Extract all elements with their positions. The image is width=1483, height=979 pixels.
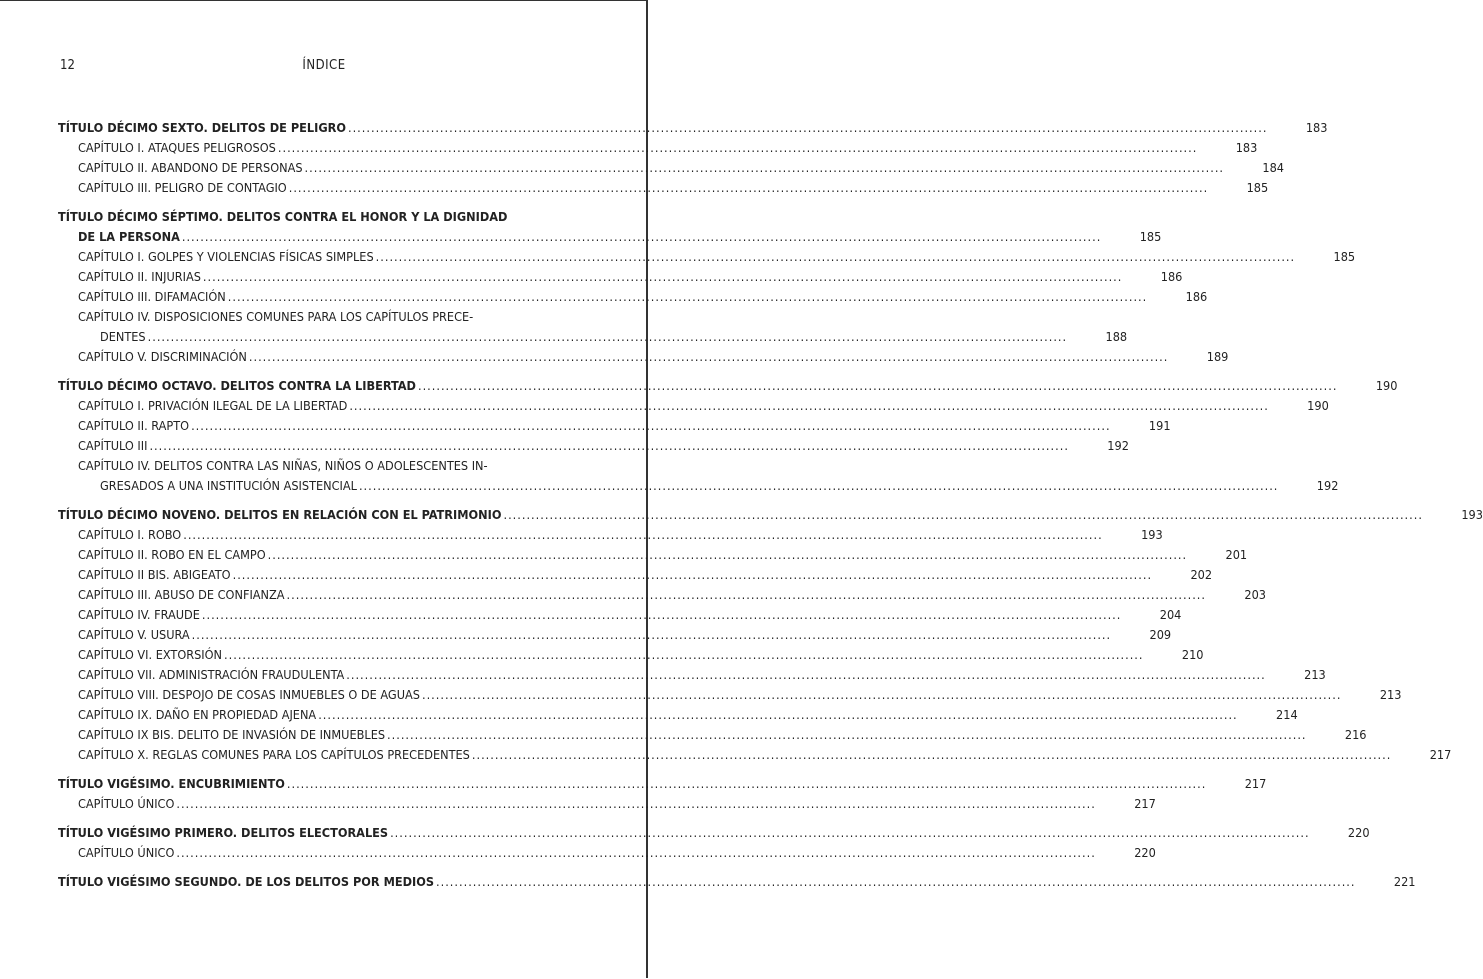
toc-chapter-entry[interactable] <box>58 178 1269 198</box>
toc-page-number: 186 <box>1160 269 1183 284</box>
toc-page-number: 203 <box>1244 587 1266 602</box>
dot-leader <box>436 872 1355 892</box>
toc-page-number: 213 <box>1379 687 1402 702</box>
running-head: ÍNDICE <box>302 58 346 73</box>
toc-entry-label: CAPÍTULO V. DISCRIMINACIÓN <box>78 349 247 364</box>
toc-entry-label: CAPÍTULO III. ABUSO DE CONFIANZA <box>78 587 285 602</box>
toc-entry-label: TÍTULO DÉCIMO NOVENO. DELITOS EN RELACIÓN CON EL PATRIMONIO <box>58 507 502 522</box>
dot-leader <box>289 178 1208 198</box>
toc-chapter-entry[interactable] <box>58 396 1329 416</box>
dot-leader <box>318 705 1237 725</box>
toc-entry-label: CAPÍTULO V. USURA <box>78 627 190 642</box>
toc-chapter-entry[interactable] <box>58 416 1171 436</box>
toc-entry-label: TÍTULO DÉCIMO SEXTO. DELITOS DE PELIGRO <box>58 120 346 135</box>
toc-title-entry[interactable] <box>58 823 1370 843</box>
toc-entry-label: CAPÍTULO ÚNICO <box>78 845 175 860</box>
toc-page-number: 217 <box>1134 796 1156 811</box>
toc-entry-label: TÍTULO DÉCIMO OCTAVO. DELITOS CONTRA LA LIBERTAD <box>58 378 416 393</box>
dot-leader <box>387 725 1306 745</box>
toc-page-number: 183 <box>1235 140 1258 155</box>
dot-leader <box>305 158 1224 178</box>
toc-entry-label: CAPÍTULO X. REGLAS COMUNES PARA LOS CAPÍTULOS PRECEDENTES <box>78 747 470 762</box>
toc-chapter-entry[interactable] <box>58 525 1163 545</box>
toc-entry-label: CAPÍTULO VII. ADMINISTRACIÓN FRAUDULENTA <box>78 667 345 682</box>
dot-leader <box>148 327 1067 347</box>
toc-page-number: 216 <box>1344 727 1367 742</box>
dot-leader <box>346 665 1265 685</box>
toc-entry-label: CAPÍTULO VI. EXTORSIÓN <box>78 647 223 662</box>
toc-chapter-entry[interactable] <box>58 436 1129 456</box>
toc-page-number: 193 <box>1141 527 1163 542</box>
toc-page-number: 217 <box>1429 747 1452 762</box>
page-number: 12 <box>60 58 75 73</box>
toc-page-number: 190 <box>1307 398 1329 413</box>
dot-leader <box>278 138 1197 158</box>
toc-entry-label: GRESADOS A UNA INSTITUCIÓN ASISTENCIAL <box>100 478 357 493</box>
page-header <box>58 58 590 78</box>
toc-page-number: 185 <box>1139 229 1162 244</box>
dot-leader <box>268 545 1187 565</box>
toc-title-entry-line1[interactable]: TÍTULO DÉCIMO SÉPTIMO. DELITOS CONTRA EL HONOR Y LA DIGNIDAD <box>58 209 508 224</box>
dot-leader <box>422 685 1341 705</box>
dot-leader <box>287 774 1206 794</box>
dot-leader <box>359 476 1278 496</box>
toc-chapter-entry[interactable] <box>58 287 1208 307</box>
toc-chapter-entry[interactable] <box>58 545 1248 565</box>
toc-chapter-entry[interactable] <box>58 645 1204 665</box>
dot-leader <box>233 565 1152 585</box>
toc-chapter-entry[interactable] <box>58 327 1128 347</box>
toc-entry-label: CAPÍTULO II. RAPTO <box>78 418 190 433</box>
toc-title-entry[interactable] <box>58 505 1483 525</box>
toc-title-entry[interactable] <box>58 118 1328 138</box>
toc-chapter-entry[interactable] <box>58 347 1229 367</box>
toc-page-number: 191 <box>1148 418 1171 433</box>
toc-page-number: 192 <box>1107 438 1129 453</box>
toc-page-number: 188 <box>1105 329 1128 344</box>
toc-page-number: 204 <box>1159 607 1182 622</box>
toc-page-number: 210 <box>1181 647 1204 662</box>
toc-entry-label: CAPÍTULO I. ATAQUES PELIGROSOS <box>78 140 276 155</box>
toc-chapter-entry[interactable] <box>58 585 1266 605</box>
toc-title-entry[interactable] <box>58 227 1162 247</box>
toc-entry-label: TÍTULO VIGÉSIMO. ENCUBRIMIENTO <box>58 776 285 791</box>
toc-entry-label: CAPÍTULO II. ABANDONO DE PERSONAS <box>78 160 303 175</box>
dot-leader <box>472 745 1391 765</box>
toc-section <box>58 118 1328 198</box>
toc-section <box>58 774 1267 814</box>
toc-entry-label: CAPÍTULO II. ROBO EN EL CAMPO <box>78 547 266 562</box>
toc-entry-label: CAPÍTULO IX BIS. DELITO DE INVASIÓN DE INMUEBLES <box>78 727 386 742</box>
toc-page-number: 221 <box>1393 874 1416 889</box>
toc-entry-label: DE LA PERSONA <box>78 229 180 244</box>
toc-entry-label: CAPÍTULO VIII. DESPOJO DE COSAS INMUEBLES O DE AGUAS <box>78 687 420 702</box>
toc-page-number: 214 <box>1276 707 1298 722</box>
toc-entry-label: CAPÍTULO IV. FRAUDE <box>78 607 200 622</box>
dot-leader <box>203 267 1122 287</box>
toc-title-entry[interactable] <box>58 872 1416 892</box>
dot-leader <box>376 247 1295 267</box>
toc-chapter-entry[interactable] <box>58 625 1172 645</box>
dot-leader <box>249 347 1168 367</box>
toc-entry-label: TÍTULO VIGÉSIMO PRIMERO. DELITOS ELECTORALES <box>58 825 389 840</box>
toc-page-number: 185 <box>1333 249 1356 264</box>
dot-leader <box>183 525 1102 545</box>
toc-chapter-entry-line1[interactable]: CAPÍTULO IV. DELITOS CONTRA LAS NIÑAS, NIÑOS O ADOLESCENTES IN- <box>78 458 488 473</box>
toc-section <box>58 823 1370 863</box>
dot-leader <box>287 585 1206 605</box>
dot-leader <box>228 287 1147 307</box>
dot-leader <box>224 645 1143 665</box>
toc-chapter-entry[interactable] <box>58 745 1452 765</box>
toc-entry-label: CAPÍTULO I. ROBO <box>78 527 182 542</box>
toc-page-number: 189 <box>1206 349 1229 364</box>
dot-leader <box>202 605 1121 625</box>
dot-leader <box>176 794 1095 814</box>
toc-section <box>58 872 1416 892</box>
dot-leader <box>191 416 1110 436</box>
toc-chapter-entry[interactable] <box>58 665 1326 685</box>
toc-page-number: 185 <box>1246 180 1269 195</box>
dot-leader <box>192 625 1111 645</box>
toc-chapter-entry[interactable] <box>58 705 1298 725</box>
dot-leader <box>182 227 1101 247</box>
toc-page-number: 201 <box>1225 547 1248 562</box>
toc-chapter-entry[interactable] <box>58 247 1356 267</box>
toc-page-number: 213 <box>1304 667 1326 682</box>
toc-chapter-entry-line1[interactable]: CAPÍTULO IV. DISPOSICIONES COMUNES PARA LOS CAPÍTULOS PRECE- <box>78 309 474 324</box>
toc-section <box>58 207 1356 367</box>
toc-page-number: 202 <box>1190 567 1213 582</box>
toc-page-number: 217 <box>1244 776 1267 791</box>
dot-leader <box>390 823 1309 843</box>
toc-page-number: 220 <box>1134 845 1156 860</box>
toc-title-entry[interactable] <box>58 376 1398 396</box>
toc-chapter-entry[interactable] <box>58 843 1156 863</box>
table-of-contents <box>58 118 1483 901</box>
toc-chapter-entry[interactable] <box>58 267 1183 287</box>
toc-chapter-entry[interactable] <box>58 158 1285 178</box>
toc-chapter-entry[interactable] <box>58 138 1258 158</box>
dot-leader <box>348 118 1267 138</box>
dot-leader <box>149 436 1068 456</box>
toc-entry-label: CAPÍTULO II. INJURIAS <box>78 269 201 284</box>
toc-chapter-entry[interactable] <box>58 794 1156 814</box>
toc-entry-label: CAPÍTULO I. PRIVACIÓN ILEGAL DE LA LIBERTAD <box>78 398 348 413</box>
dot-leader <box>418 376 1337 396</box>
toc-chapter-entry[interactable] <box>58 685 1402 705</box>
toc-entry-label: TÍTULO VIGÉSIMO SEGUNDO. DE LOS DELITOS POR MEDIOS <box>58 874 435 889</box>
dot-leader <box>176 843 1095 863</box>
toc-entry-label: CAPÍTULO III. PELIGRO DE CONTAGIO <box>78 180 287 195</box>
toc-page-number: 193 <box>1461 507 1483 522</box>
toc-section <box>58 505 1483 765</box>
toc-page-number: 209 <box>1149 627 1172 642</box>
toc-entry-label: CAPÍTULO III. DIFAMACIÓN <box>78 289 226 304</box>
toc-chapter-entry[interactable] <box>58 725 1367 745</box>
toc-section <box>58 376 1398 496</box>
toc-entry-label: CAPÍTULO II BIS. ABIGEATO <box>78 567 231 582</box>
toc-entry-label: DENTES <box>100 329 146 344</box>
toc-entry-label: CAPÍTULO I. GOLPES Y VIOLENCIAS FÍSICAS SIMPLES <box>78 249 374 264</box>
toc-page-number: 186 <box>1185 289 1208 304</box>
dot-leader <box>349 396 1268 416</box>
dot-leader <box>503 505 1422 525</box>
toc-entry-label: CAPÍTULO III <box>78 438 148 453</box>
toc-page-number: 192 <box>1316 478 1339 493</box>
toc-chapter-entry[interactable] <box>58 565 1213 585</box>
toc-chapter-entry[interactable] <box>58 476 1339 496</box>
toc-chapter-entry[interactable] <box>58 605 1182 625</box>
toc-page-number: 183 <box>1305 120 1328 135</box>
toc-entry-label: CAPÍTULO ÚNICO <box>78 796 175 811</box>
toc-entry-label: CAPÍTULO IX. DAÑO EN PROPIEDAD AJENA <box>78 707 317 722</box>
toc-page-number: 190 <box>1375 378 1398 393</box>
toc-page-number: 184 <box>1262 160 1285 175</box>
toc-page-number: 220 <box>1347 825 1370 840</box>
toc-title-entry[interactable] <box>58 774 1267 794</box>
